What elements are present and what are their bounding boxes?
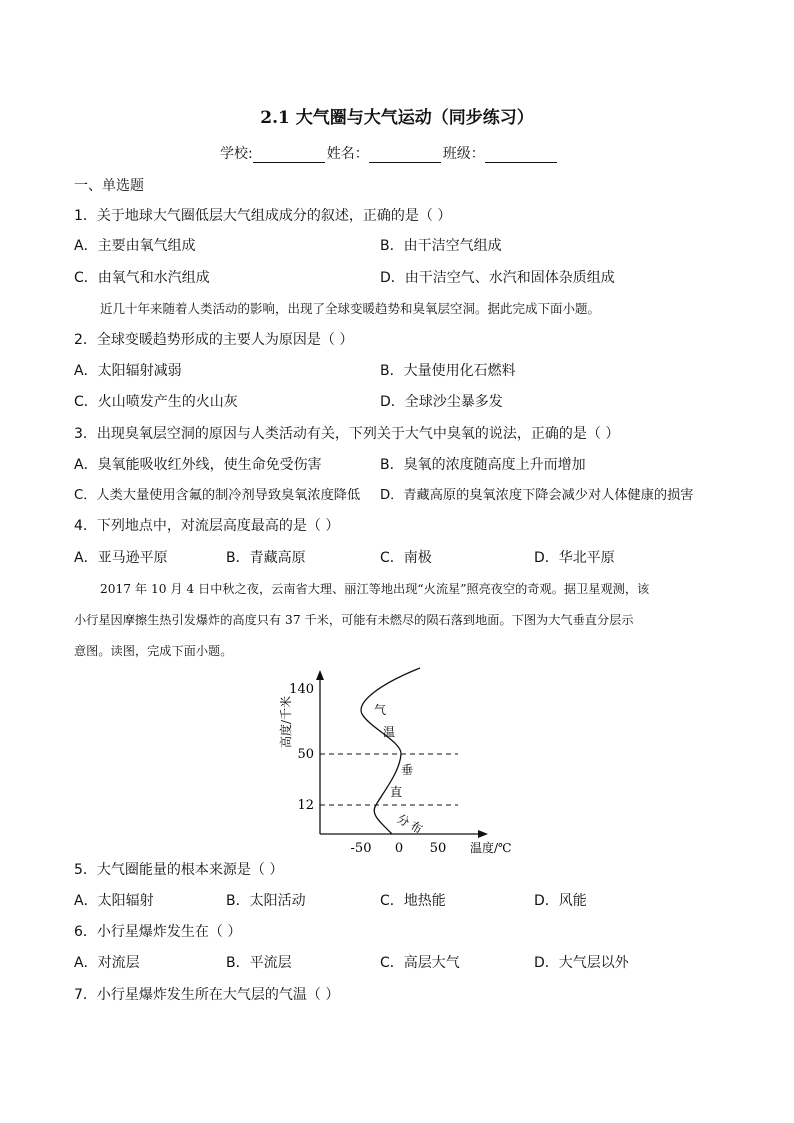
q5-option-d: D．风能 — [534, 893, 587, 909]
q4-stem: 4．下列地点中，对流层高度最高的是（ ） — [74, 518, 340, 534]
q3-option-c: C．人类大量使用含氟的制冷剂导致臭氧浓度降低 — [74, 488, 361, 503]
q2-stem: 2．全球变暖趋势形成的主要人为原因是（ ） — [74, 332, 354, 348]
y-tick-50: 50 — [297, 747, 314, 762]
q5-option-a: A．太阳辐射 — [74, 893, 154, 909]
name-label: 姓名： — [326, 146, 369, 162]
x-tick-50: 50 — [429, 841, 447, 856]
q6-stem: 6．小行星爆炸发生在（ ） — [74, 924, 242, 940]
q6-option-d: D．大气层以外 — [534, 955, 629, 971]
q1-option-b: B．由干洁空气组成 — [380, 238, 502, 254]
material-text-2-line2: 小行星因摩擦生热引发爆炸的高度只有 37 千米，可能有未燃尽的陨石落到地面。下图为大气垂直分层示 — [74, 613, 634, 627]
curve-label-1: 气 — [374, 703, 387, 717]
material-text-2-line3: 意图。读图，完成下面小题。 — [74, 644, 233, 658]
q3-stem: 3．出现臭氧层空洞的原因与人类活动有关，下列关于大气中臭氧的说法，正确的是（ ） — [74, 426, 620, 442]
q1-option-d: D．由干洁空气、水汽和固体杂质组成 — [380, 270, 615, 286]
q5-option-c: C．地热能 — [380, 893, 446, 909]
y-tick-12: 12 — [297, 798, 314, 813]
temperature-curve — [361, 668, 420, 834]
name-blank[interactable] — [369, 148, 441, 163]
q6-option-b: B．平流层 — [226, 955, 292, 971]
page-title: 2.1 大气圈与大气运动（同步练习） — [260, 108, 534, 128]
y-tick-140: 140 — [289, 682, 314, 697]
q2-option-b: B．大量使用化石燃料 — [380, 363, 516, 379]
material-text-1: 近几十年来随着人类活动的影响，出现了全球变暖趋势和臭氧层空洞。据此完成下面小题。 — [100, 301, 601, 316]
q3-option-b: B．臭氧的浓度随高度上升而增加 — [380, 457, 586, 473]
atmosphere-temperature-figure — [270, 662, 520, 862]
class-label: 班级： — [442, 146, 485, 162]
q7-stem: 7．小行星爆炸发生所在大气层的气温（ ） — [74, 987, 340, 1003]
q1-option-c: C．由氧气和水汽组成 — [74, 270, 210, 286]
school-blank[interactable] — [253, 148, 325, 163]
q2-option-d: D．全球沙尘暴多发 — [380, 394, 503, 410]
x-tick-0: 0 — [394, 841, 404, 856]
x-tick-minus50: -50 — [350, 841, 372, 856]
x-axis-arrow — [478, 830, 488, 838]
q2-option-c: C．火山喷发产生的火山灰 — [74, 394, 238, 410]
student-info — [220, 143, 559, 163]
q2-option-a: A．太阳辐射减弱 — [74, 363, 182, 379]
q1-option-a: A．主要由氧气组成 — [74, 238, 196, 254]
section-heading: 一、单选题 — [74, 178, 144, 194]
class-blank[interactable] — [485, 148, 557, 163]
q5-stem: 5．大气圈能量的根本来源是（ ） — [74, 862, 284, 878]
y-axis-arrow — [316, 670, 324, 680]
q4-option-c: C．南极 — [380, 550, 432, 566]
curve-label-4: 直 — [390, 785, 403, 799]
curve-label-5: 分 — [394, 811, 412, 830]
curve-label-2: 温 — [383, 725, 396, 739]
q3-option-a: A．臭氧能吸收红外线，使生命免受伤害 — [74, 457, 322, 473]
q4-option-a: A．亚马逊平原 — [74, 550, 168, 566]
school-label: 学校: — [220, 146, 253, 162]
q6-option-a: A．对流层 — [74, 955, 140, 971]
q4-option-d: D．华北平原 — [534, 550, 615, 566]
q4-option-b: B．青藏高原 — [226, 550, 306, 566]
q6-option-c: C．高层大气 — [380, 955, 460, 971]
material-text-2-line1: 2017 年 10 月 4 日中秋之夜，云南省大理、丽江等地出现“火流星”照亮夜空的奇观。据卫星观测，该 — [100, 582, 650, 596]
q3-option-d: D．青藏高原的臭氧浓度下降会减少对人体健康的损害 — [380, 488, 694, 503]
q5-option-b: B．太阳活动 — [226, 893, 306, 909]
y-axis-label: 高度/千米 — [279, 695, 293, 749]
q1-stem: 1．关于地球大气圈低层大气组成成分的叙述，正确的是（ ） — [74, 208, 452, 224]
x-axis-label: 温度/℃ — [470, 841, 512, 855]
curve-label-6: 布 — [407, 818, 425, 837]
curve-label-3: 垂 — [401, 763, 414, 777]
